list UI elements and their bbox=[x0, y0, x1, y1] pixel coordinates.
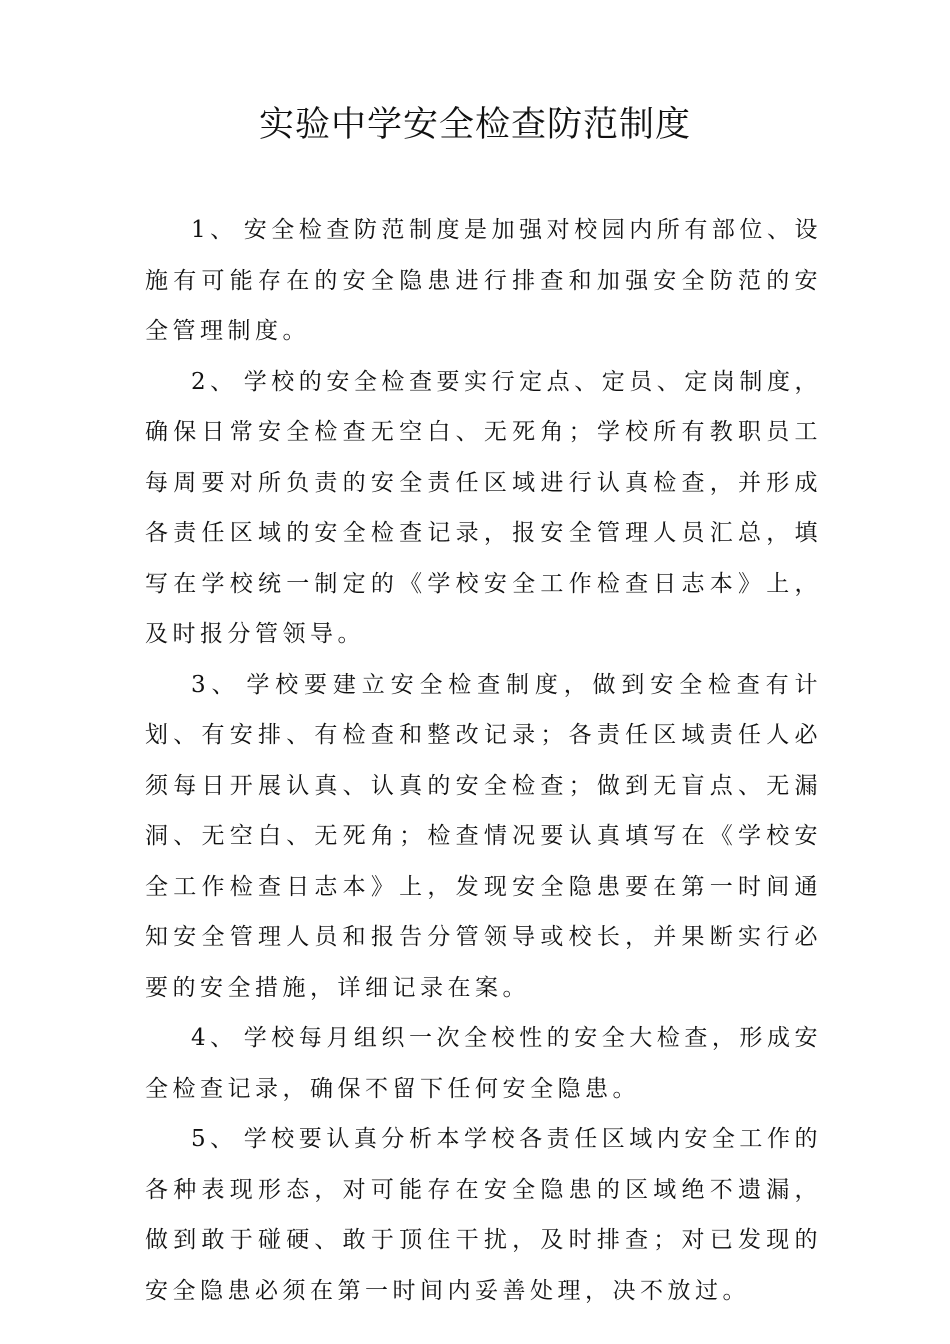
paragraph-text: 安全检查防范制度是加强对校园内所有部位、设施有可能存在的安全隐患进行排查和加强安全防范的安全管理制度。 bbox=[145, 217, 822, 344]
paragraph-number: 1、 bbox=[191, 217, 238, 243]
paragraph-number: 4、 bbox=[191, 1025, 238, 1051]
paragraph-4 bbox=[145, 1013, 822, 1114]
paragraph-text: 学校的安全检查要实行定点、定员、定岗制度，确保日常安全检查无空白、无死角；学校所有教职员工每周要对所负责的安全责任区域进行认真检查，并形成各责任区域的安全检查记录，报安全管理人员汇总，填写在学校统一制定的《学校安全工作检查日志本》上，及时报分管领导。 bbox=[145, 368, 822, 647]
paragraph-text: 学校要建立安全检查制度，做到安全检查有计划、有安排、有检查和整改记录；各责任区域责任人必须每日开展认真、认真的安全检查；做到无盲点、无漏洞、无空白、无死角；检查情况要认真填写在《学校安全工作检查日志本》上，发现安全隐患要在第一时间通知安全管理人员和报告分管领导或校长，并果断实行必要的安全措施，详细记录在案。 bbox=[145, 671, 823, 1001]
document-body bbox=[145, 205, 822, 1316]
paragraph-number: 3、 bbox=[191, 671, 241, 698]
document-title: 实验中学安全检查防范制度 bbox=[258, 105, 691, 145]
paragraph-1 bbox=[145, 205, 822, 357]
paragraph-2 bbox=[145, 357, 822, 660]
paragraph-text: 学校每月组织一次全校性的安全大检查，形成安全检查记录，确保不留下任何安全隐患。 bbox=[145, 1025, 822, 1102]
paragraph-text: 学校要认真分析本学校各责任区域内安全工作的各种表现形态，对可能存在安全隐患的区域绝不遗漏，做到敢于碰硬、敢于顶住干扰，及时排查；对已发现的安全隐患必须在第一时间内妥善处理，决不放过。 bbox=[145, 1126, 822, 1304]
paragraph-3 bbox=[145, 660, 822, 1014]
paragraph-number: 5、 bbox=[191, 1126, 238, 1152]
paragraph-5 bbox=[145, 1114, 822, 1316]
paragraph-number: 2、 bbox=[191, 368, 238, 395]
